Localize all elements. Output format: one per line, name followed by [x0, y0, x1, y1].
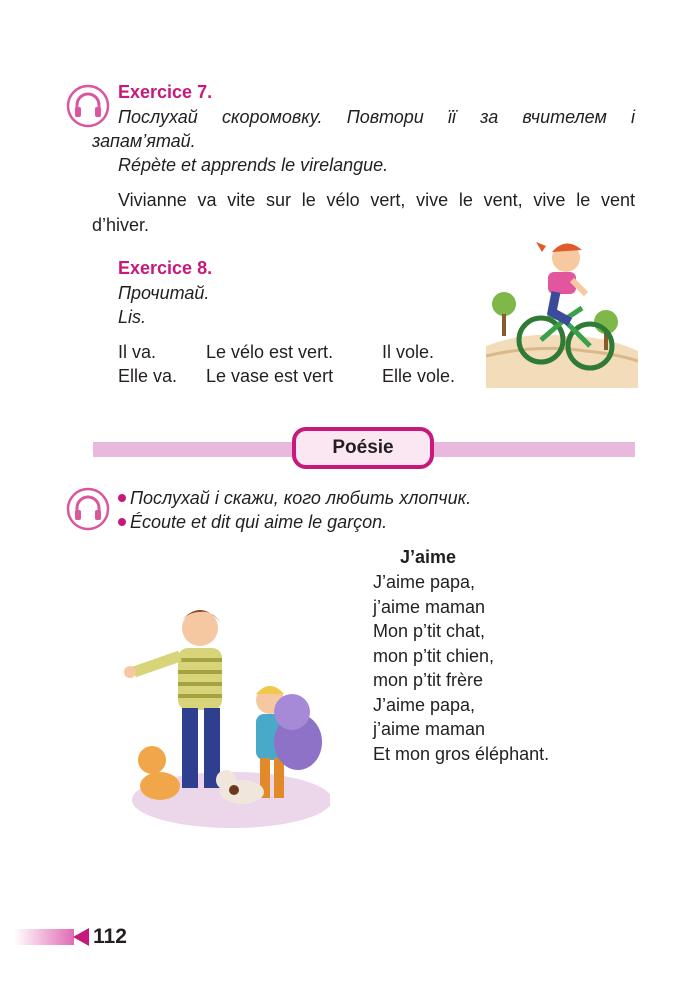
exercise-7-instruction-ua-cont: запам’ятай. [92, 131, 196, 151]
girl-on-bicycle-illustration [486, 236, 638, 388]
reading-cell: Le vélo est vert. [206, 342, 334, 362]
reading-cell: Le vase est vert [206, 366, 334, 386]
poem-line: mon p’tit chien, [373, 645, 495, 666]
reading-cell: Il vole. [382, 342, 435, 362]
exercise-8-instruction-ua: Прочитай. [118, 283, 210, 303]
poem-line: Mon p’tit chat, [373, 621, 486, 641]
tongue-twister-line-2: d’hiver. [92, 215, 150, 235]
bullet-instruction-ua: Послухай і скажи, кого любить хлопчик. [130, 488, 472, 508]
bullet-instruction-fr: Écoute et dit qui aime le garçon. [130, 512, 388, 532]
page-number: 112 [93, 925, 127, 948]
poem-line: J’aime papa, [373, 572, 476, 592]
reading-cell: Il va. [118, 342, 157, 362]
section-banner: Poésie [292, 427, 434, 469]
headphones-icon [66, 84, 110, 128]
poem-body [373, 570, 549, 766]
poem-line: j’aime maman [373, 719, 486, 739]
exercise-8-title: Exercice 8. [118, 258, 213, 278]
bullet-dot [118, 494, 126, 502]
poem-line: j’aime maman [373, 596, 486, 617]
boy-with-pets-illustration [122, 600, 330, 836]
poem-line: J’aime papa, [373, 694, 476, 715]
reading-cell: Elle vole. [382, 366, 456, 386]
exercise-7-instruction-ua: Послухай скоромовку. Повтори її за вчителем і [118, 107, 635, 127]
reading-cell: Elle va. [118, 366, 178, 386]
triangle-left-icon [73, 928, 89, 946]
poem-title: J’aime [400, 547, 457, 567]
exercise-7-title: Exercice 7. [118, 82, 213, 102]
tongue-twister-line-1: Vivianne va vite sur le vélo vert, vive le vent, vive le vent [118, 190, 635, 210]
headphones-icon [66, 487, 110, 531]
bullet-dot [118, 518, 126, 526]
exercise-7-instruction-fr: Répète et apprends le virelangue. [118, 155, 389, 175]
exercise-8-instruction-fr: Lis. [118, 307, 147, 327]
poem-line: Et mon gros éléphant. [373, 743, 550, 764]
poem-line: mon p’tit frère [373, 670, 484, 690]
page-number-bar [14, 929, 74, 945]
